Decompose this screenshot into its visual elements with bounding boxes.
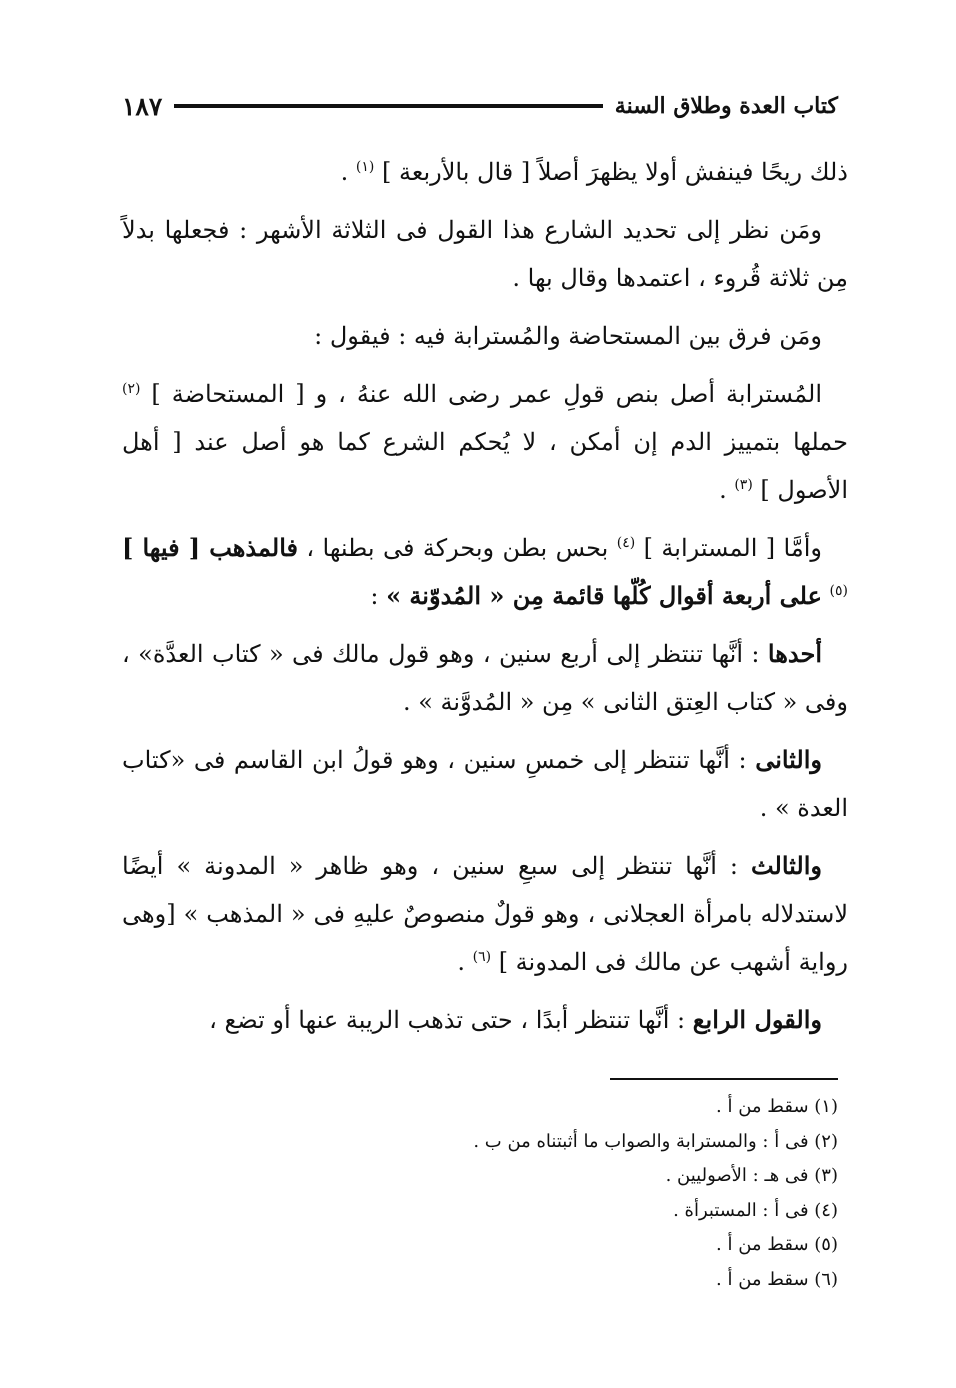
text-run: حملها بتمييز الدم إن أمكن ، لا يُحكم الشرع كما هو أصل عند [ أهل الأصول ] [122,428,848,504]
bold-term: على أربعة أقوال كُلّها قائمة مِن « المُدوّنة » [386,581,822,610]
footnote-marker: (٤) [616,535,636,551]
paragraph [122,736,848,832]
paragraph [122,842,848,986]
footnote: (٤) فى أ : المستبرأة . [673,1199,838,1221]
text-run: : أنَّها تنتظر إلى أربع سنين ، وهو قول مالك فى « كتاب العدَّة» ، وفى « كتاب العِتق الثانى » مِن « المُدوَّنة » . [122,640,848,716]
text-run: وأمَّا [ المسترابة ] [635,534,822,562]
bold-term: والقول الرابع [692,1005,822,1034]
text-run: بحس بطن وبحركة فى بطنها ، [298,534,617,562]
footnote-separator [610,1078,838,1080]
paragraph [122,630,848,726]
footnote-marker: (١) [355,159,375,175]
text-run: : أنَّها تنتظر إلى سبعِ سنين ، وهو ظاهر « المدونة » أيضًا لاستدلاله بامرأة العجلانى ، وهو قولٌ منصوصٌ عليهِ فى « المذهب » [وهى رواية أشهب عن مالك فى المدونة ] [122,852,848,976]
footnote-marker: (٢) [122,381,141,397]
text-run: : أنَّها تنتظر أبدًا ، حتى تذهب الريبة عنها أو تضع ، [209,1006,693,1034]
text-run: المُسترابة أصل بنص قولِ عمر رضى الله عنهُ ، و [ المستحاضة ] [140,380,822,408]
paragraph [122,996,848,1044]
paragraph [122,148,848,196]
paragraph [122,206,848,302]
footnote: (٢) فى أ : والمسترابة والصواب ما أثبتناه من ب . [473,1130,838,1152]
text-run: . [457,948,473,976]
paragraph [122,370,848,514]
text-run: ذلك ريحًا فينفش أولا يظهرَ أصلاً [ قال بالأربعة ] [374,158,848,186]
header-rule [174,104,602,108]
paragraph [122,524,848,620]
footnote-marker: (٥) [829,583,848,599]
footnote: (٦) سقط من أ . [716,1268,838,1290]
page-number: ١٨٧ [122,91,163,121]
paragraph [122,312,848,360]
footnote: (٥) سقط من أ . [716,1234,838,1255]
page-header [122,86,838,126]
bold-term: والثانى [755,745,822,774]
footnote: (٣) فى هـ : الأصوليين . [665,1165,838,1186]
bold-term: والثالث [750,851,822,880]
text-run [822,582,830,610]
text-run: : أنَّها تنتظر إلى خمسِ سنين ، وهو قولُ ابن القاسم فى «كتاب العدة » . [122,746,848,822]
text-run: : [370,582,387,610]
text-run: . [719,476,735,504]
main-text [122,148,848,1054]
text-run: ومَن فرق بين المستحاضة والمُسترابة فيه : فيقول : [314,322,822,350]
footnote-marker: (٣) [734,477,753,493]
footnotes [122,1090,838,1297]
bold-term: فالمذهب [ فيها ] [122,533,298,562]
footnote-marker: (٦) [472,949,492,965]
footnote: (١) سقط من أ . [716,1096,838,1117]
running-title: كتاب العدة وطلاق السنة [614,93,838,119]
text-run: ومَن نظر إلى تحديد الشارع هذا القول فى الثلاثة الأشهر : فجعلها بدلاً مِن ثلاثة قُروء ، اعتمدها وقال بها . [122,216,848,292]
text-run: . [340,158,356,186]
bold-term: أحدها [767,639,822,668]
